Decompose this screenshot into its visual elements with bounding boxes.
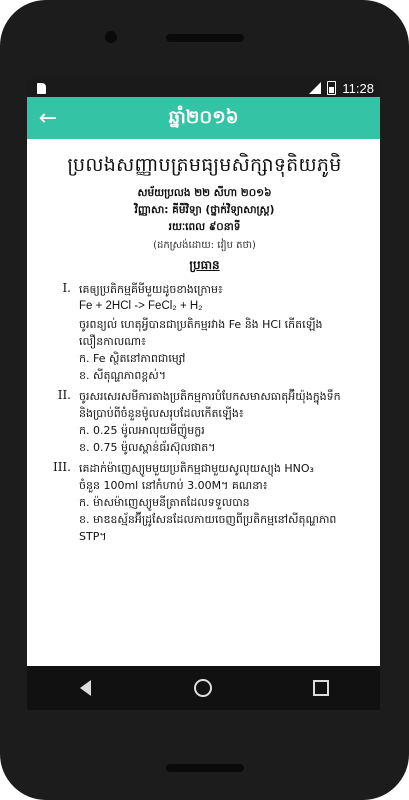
triangle-back-icon: [80, 680, 91, 696]
question-2: [43, 388, 366, 456]
exam-duration: រយៈពេល ៩០នាទី: [168, 221, 241, 233]
question-line: ចូរសរសេរសមីការតាងប្រតិកម្មការបំបែកសមាសធាតុអ៊ីយ៉ុងក្នុងទឹក: [79, 390, 341, 404]
exam-author: (ដកស្រង់ដោយ: វៀប តថា): [153, 240, 256, 251]
question-option: ខ. 0.75 ម៉ូលស្ពាន់ធ័រស៊ុលផាត។: [79, 441, 216, 455]
sd-card-icon: [37, 83, 46, 94]
chemical-equation: Fe + 2HCl -> FeCl₂ + H₂: [79, 300, 203, 313]
nav-home-button[interactable]: [183, 668, 223, 708]
question-option: ខ. មាឌឧស្ម័នអ៊ីដ្រូសែនដែលភាយចេញពីប្រតិកម្មនៅសីតុណ្ហភាព: [79, 513, 337, 527]
circle-home-icon: [194, 679, 212, 697]
nav-recents-button[interactable]: [301, 668, 341, 708]
question-option: ខ. សីតុណ្ហភាពខ្ពស់។: [79, 369, 167, 382]
question-line: គេឲ្យប្រតិកម្មគីមីមួយដូចខាងក្រោម៖: [79, 283, 223, 296]
question-option: ក. Fe ស្ថិតនៅភាពជាម្សៅ: [79, 351, 186, 365]
question-text: [79, 281, 366, 384]
question-option: ក. ម៉ាសម៉ាញេស្យូមនីត្រាតដែលទទួលបាន: [79, 496, 250, 510]
signal-icon: [309, 82, 321, 94]
speaker-bottom: [166, 764, 244, 772]
speaker-top: [166, 34, 244, 42]
question-number: III.: [52, 460, 71, 475]
system-nav-bar: [27, 666, 380, 710]
status-bar: [27, 79, 380, 97]
status-time: 11:28: [342, 80, 374, 96]
exam-title: ប្រលងសញ្ញាបត្រមធ្យមសិក្សាទុតិយភូមិ: [67, 154, 342, 176]
question-line: និងប្រាប់ពីចំនួនម៉ូលសរុបដែលកើតឡើង៖: [79, 407, 244, 421]
question-line: ចូរពន្យល់ ហេតុអ្វីបានជាប្រតិកម្មរវាង Fe និង HCl កើតឡើង: [79, 317, 323, 331]
section-heading: ប្រធាន: [189, 258, 220, 272]
arrow-left-icon: ←: [38, 105, 58, 131]
app-bar: [27, 97, 380, 139]
question-text: [79, 460, 366, 545]
question-3: [43, 460, 366, 545]
question-number: II.: [57, 388, 71, 403]
page-title: ឆ្នាំ២០១៦: [168, 106, 239, 128]
question-line: ចំនួន 100ml នៅកំហាប់ 3.00M។ គណនា៖: [79, 479, 268, 493]
question-line: គេដាក់ម៉ាញេស្យូមមួយប្រតិកម្មជាមួយសូលុយស្យុង HNO₃: [79, 462, 314, 476]
question-option: ក. 0.25 ម៉ូលអាលុយមីញ៉ូមក្លរ: [79, 424, 205, 438]
screen: [27, 79, 380, 709]
exam-subject: វិញ្ញាសា: គីមីវិទ្យា (ថ្នាក់វិទ្យាសាស្ត្រ): [134, 204, 275, 216]
exam-session: សម័យប្រលង ២២ សីហា ២០១៦: [137, 187, 272, 199]
question-1: [43, 281, 366, 384]
back-button[interactable]: [27, 97, 69, 139]
question-text: [79, 388, 366, 456]
question-number: I.: [62, 281, 71, 295]
exam-content: [27, 139, 380, 545]
battery-icon: [327, 81, 336, 95]
camera-icon: [105, 31, 117, 43]
question-line: លឿនកាលណា៖: [79, 334, 146, 348]
question-line: STP។: [79, 530, 107, 544]
nav-back-button[interactable]: [66, 668, 106, 708]
square-recents-icon: [313, 680, 329, 696]
